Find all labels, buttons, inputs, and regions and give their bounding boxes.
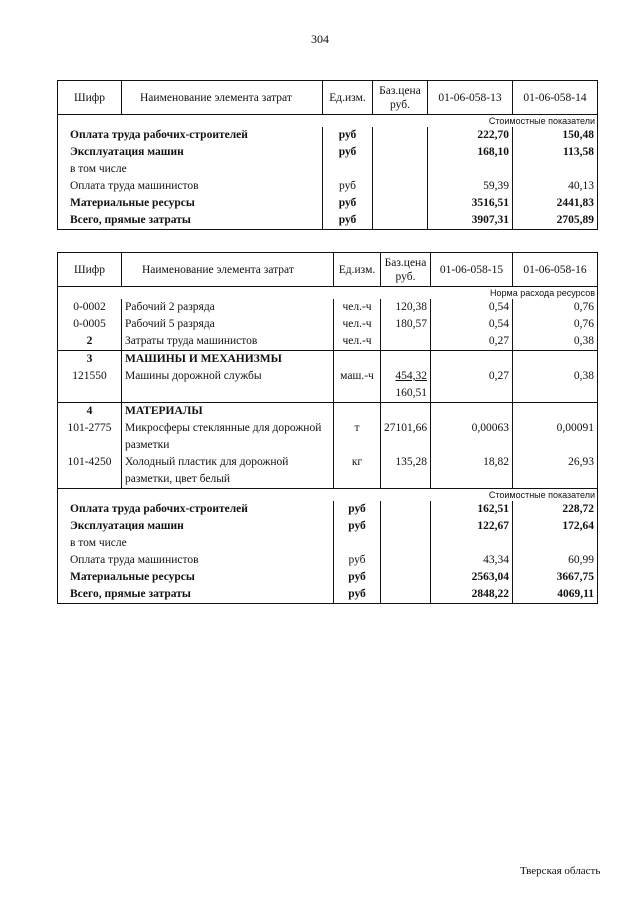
cost-row xyxy=(58,195,598,212)
row-value-1: 0,54 xyxy=(431,299,513,316)
resource-row xyxy=(58,368,598,403)
row-code: 4 xyxy=(58,403,122,421)
row-name: Затраты труда машинистов xyxy=(122,333,334,351)
row-code: 101-4250 xyxy=(58,454,122,489)
row-unit xyxy=(334,351,381,369)
row-unit: руб xyxy=(334,552,381,569)
table2-body xyxy=(58,299,598,489)
row-value-1: 2563,04 xyxy=(431,569,513,586)
row-value-2 xyxy=(513,161,598,178)
row-name: Оплата труда рабочих-строителей xyxy=(58,501,334,518)
row-base-price xyxy=(373,212,428,230)
row-value-2: 0,76 xyxy=(513,316,598,333)
row-value-2 xyxy=(513,403,598,421)
row-base-price xyxy=(381,586,431,604)
row-base-price xyxy=(381,351,431,369)
row-value-2: 0,00091 xyxy=(513,420,598,454)
row-base-price: 120,38 xyxy=(381,299,431,316)
row-base-price xyxy=(381,569,431,586)
row-value-2: 0,76 xyxy=(513,299,598,316)
row-value-1 xyxy=(431,403,513,421)
row-name: МАТЕРИАЛЫ xyxy=(122,403,334,421)
row-unit: чел.-ч xyxy=(334,333,381,351)
col-header-unit: Ед.изм. xyxy=(323,81,373,115)
row-value-2: 0,38 xyxy=(513,333,598,351)
row-base-price xyxy=(373,161,428,178)
row-name: Оплата труда машинистов xyxy=(58,552,334,569)
row-unit: руб xyxy=(323,212,373,230)
row-name: Рабочий 2 разряда xyxy=(122,299,334,316)
resource-row xyxy=(58,420,598,454)
row-name: Материальные ресурсы xyxy=(58,195,323,212)
row-name: в том числе xyxy=(58,161,323,178)
row-value-2: 228,72 xyxy=(513,501,598,518)
row-unit xyxy=(323,161,373,178)
row-unit: кг xyxy=(334,454,381,489)
col-header-base-price: Баз.цена руб. xyxy=(381,253,431,287)
row-value-1: 3907,31 xyxy=(428,212,513,230)
row-value-1: 122,67 xyxy=(431,518,513,535)
row-name: Всего, прямые затраты xyxy=(58,212,323,230)
cost-row xyxy=(58,518,598,535)
section-row xyxy=(58,351,598,369)
row-name: Всего, прямые затраты xyxy=(58,586,334,604)
section-row xyxy=(58,403,598,421)
row-value-1 xyxy=(431,351,513,369)
col-header-name: Наименование элемента затрат xyxy=(122,81,323,115)
row-value-1: 162,51 xyxy=(431,501,513,518)
resource-row xyxy=(58,299,598,316)
row-value-1: 18,82 xyxy=(431,454,513,489)
col-header-code-13: 01-06-058-13 xyxy=(428,81,513,115)
footer-region: Тверская область xyxy=(520,865,601,877)
row-code: 101-2775 xyxy=(58,420,122,454)
row-value-1: 2848,22 xyxy=(431,586,513,604)
cost-row xyxy=(58,501,598,518)
row-unit: т xyxy=(334,420,381,454)
base-price-value: 454,32 xyxy=(395,370,427,382)
row-name: Рабочий 5 разряда xyxy=(122,316,334,333)
row-name: Эксплуатация машин xyxy=(58,144,323,161)
row-code: 0-0005 xyxy=(58,316,122,333)
page-number: 304 xyxy=(311,32,329,46)
row-unit: руб xyxy=(323,144,373,161)
row-unit: руб xyxy=(334,569,381,586)
section-caption-row xyxy=(58,489,598,502)
resource-row xyxy=(58,316,598,333)
resource-row xyxy=(58,333,598,351)
row-value-2: 172,64 xyxy=(513,518,598,535)
col-header-base-price: Баз.цена руб. xyxy=(373,81,428,115)
row-base-price xyxy=(381,501,431,518)
row-base-price xyxy=(373,178,428,195)
row-name: Оплата труда рабочих-строителей xyxy=(58,127,323,144)
row-unit: маш.-ч xyxy=(334,368,381,403)
row-value-1: 0,54 xyxy=(431,316,513,333)
col-header-unit: Ед.изм. xyxy=(334,253,381,287)
row-value-2: 3667,75 xyxy=(513,569,598,586)
resource-row xyxy=(58,454,598,489)
base-price-value-2: 160,51 xyxy=(395,387,427,399)
row-code: 2 xyxy=(58,333,122,351)
row-value-2: 60,99 xyxy=(513,552,598,569)
row-name: Оплата труда машинистов xyxy=(58,178,323,195)
row-value-2: 2441,83 xyxy=(513,195,598,212)
row-base-price xyxy=(381,518,431,535)
row-unit: руб xyxy=(323,195,373,212)
table2-header-row xyxy=(58,253,598,287)
row-base-price xyxy=(381,333,431,351)
row-unit: руб xyxy=(334,586,381,604)
cost-row xyxy=(58,178,598,195)
cost-row xyxy=(58,161,598,178)
row-name: Эксплуатация машин xyxy=(58,518,334,535)
row-value-2: 26,93 xyxy=(513,454,598,489)
cost-row xyxy=(58,127,598,144)
row-code: 0-0002 xyxy=(58,299,122,316)
table1-header-row xyxy=(58,81,598,115)
row-value-2: 40,13 xyxy=(513,178,598,195)
cost-row xyxy=(58,144,598,161)
row-value-1: 43,34 xyxy=(431,552,513,569)
row-base-price: 135,28 xyxy=(381,454,431,489)
row-base-price xyxy=(381,552,431,569)
col-header-code-16: 01-06-058-16 xyxy=(513,253,598,287)
row-base-price xyxy=(381,403,431,421)
cost-row xyxy=(58,212,598,230)
row-value-1: 0,27 xyxy=(431,333,513,351)
section-caption: Стоимостные показатели xyxy=(58,115,598,128)
row-value-1: 0,27 xyxy=(431,368,513,403)
col-header-code: Шифр xyxy=(58,81,122,115)
row-value-2 xyxy=(513,351,598,369)
col-header-code-14: 01-06-058-14 xyxy=(513,81,598,115)
row-value-2: 113,58 xyxy=(513,144,598,161)
row-value-1 xyxy=(431,535,513,552)
row-value-1 xyxy=(428,161,513,178)
row-name: Материальные ресурсы xyxy=(58,569,334,586)
row-unit: чел.-ч xyxy=(334,299,381,316)
row-value-1: 3516,51 xyxy=(428,195,513,212)
row-unit: руб xyxy=(323,178,373,195)
cost-row xyxy=(58,535,598,552)
row-base-price xyxy=(373,127,428,144)
row-base-price xyxy=(373,195,428,212)
col-header-name: Наименование элемента затрат xyxy=(122,253,334,287)
col-header-code-15: 01-06-058-15 xyxy=(431,253,513,287)
row-unit: чел.-ч xyxy=(334,316,381,333)
cost-table-2 xyxy=(57,252,598,604)
row-value-2 xyxy=(513,535,598,552)
row-value-1: 0,00063 xyxy=(431,420,513,454)
section-caption-row xyxy=(58,287,598,300)
row-base-price xyxy=(381,535,431,552)
row-name: Машины дорожной службы xyxy=(122,368,334,403)
section-caption-norm: Норма расхода ресурсов xyxy=(58,287,598,300)
row-name: в том числе xyxy=(58,535,334,552)
row-base-price: 180,57 xyxy=(381,316,431,333)
row-value-1: 59,39 xyxy=(428,178,513,195)
row-value-1: 168,10 xyxy=(428,144,513,161)
table1-body xyxy=(58,127,598,230)
row-unit xyxy=(334,403,381,421)
row-unit: руб xyxy=(334,518,381,535)
row-value-1: 222,70 xyxy=(428,127,513,144)
row-unit: руб xyxy=(334,501,381,518)
row-value-2: 150,48 xyxy=(513,127,598,144)
col-header-code: Шифр xyxy=(58,253,122,287)
row-name: Холодный пластик для дорожной разметки, цвет белый xyxy=(122,454,334,489)
row-code: 3 xyxy=(58,351,122,369)
table2-summary xyxy=(58,501,598,604)
cost-row xyxy=(58,569,598,586)
row-code: 121550 xyxy=(58,368,122,403)
row-base-price xyxy=(381,368,431,403)
row-base-price: 27101,66 xyxy=(381,420,431,454)
row-value-2: 0,38 xyxy=(513,368,598,403)
row-unit xyxy=(334,535,381,552)
section-caption-cost: Стоимостные показатели xyxy=(58,489,598,502)
row-base-price xyxy=(373,144,428,161)
cost-row xyxy=(58,586,598,604)
section-caption-row xyxy=(58,115,598,128)
row-value-2: 2705,89 xyxy=(513,212,598,230)
row-name: МАШИНЫ И МЕХАНИЗМЫ xyxy=(122,351,334,369)
row-unit: руб xyxy=(323,127,373,144)
row-value-2: 4069,11 xyxy=(513,586,598,604)
row-name: Микросферы стеклянные для дорожной разметки xyxy=(122,420,334,454)
cost-row xyxy=(58,552,598,569)
cost-table-1 xyxy=(57,80,598,230)
